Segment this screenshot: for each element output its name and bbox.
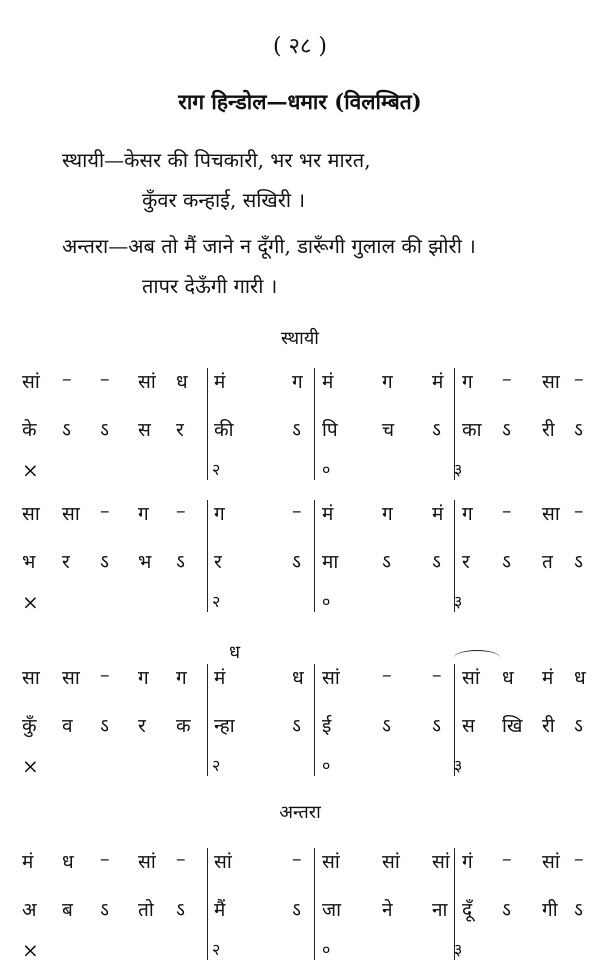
bol-syllable: ऽ [292,899,301,921]
swar-note: सां [432,851,450,873]
bol-syllable: त [542,551,553,573]
meend-arc [454,650,500,665]
vibhag-divider [314,664,315,776]
bol-syllable: ऽ [100,899,109,921]
bol-syllable: क [176,715,191,737]
bol-syllable: ऽ [574,715,583,737]
swar-note: मं [214,667,226,689]
bol-syllable: ऽ [502,419,511,441]
vibhag-divider [454,664,455,776]
swar-note: मं [542,667,554,689]
swar-note: – [432,664,442,686]
swar-note: – [100,664,110,686]
vibhag-divider [207,664,208,776]
swar-note: सा [22,667,40,689]
bol-syllable: ऽ [176,899,185,921]
swar-row [22,500,582,526]
vibhag-divider [454,500,455,612]
bol-syllable: ऽ [432,715,441,737]
taal-mark-row [22,456,582,482]
swar-note: सां [542,851,560,873]
bol-syllable: न्हा [214,715,235,737]
swar-note: – [176,848,186,870]
swar-note: ग [382,371,393,393]
bol-syllable: ऽ [574,551,583,573]
taal-mark: × [22,590,39,614]
bol-syllable: ब [62,899,73,921]
swar-note: सा [542,503,560,525]
swar-note: ग [138,503,149,525]
bol-syllable: खि [502,715,523,737]
bol-syllable: पि [322,419,338,441]
swar-note: मं [432,503,444,525]
bol-syllable: र [214,551,222,573]
swar-note: ग [462,371,473,393]
swar-note: – [100,848,110,870]
swar-note: मं [322,371,334,393]
swar-note: सां [22,371,40,393]
bol-row [22,712,582,738]
taal-mark: २ [212,940,221,959]
swar-row [22,848,582,874]
swar-note: सा [62,667,80,689]
bol-row [22,548,582,574]
swar-note: सां [214,851,232,873]
taal-mark: × [22,458,39,482]
swar-note: – [292,500,302,522]
bol-syllable: री [542,715,555,737]
bol-syllable: ऽ [62,419,71,441]
bol-syllable: री [542,419,555,441]
sthayi-lyric-line-1: स्थायी—केसर की पिचकारी, भर भर मारत, [62,148,371,172]
bol-syllable: दूँ [462,899,473,921]
swar-note: – [502,368,512,390]
bol-syllable: स [138,419,151,441]
vibhag-divider [314,368,315,480]
swar-note: – [574,848,584,870]
swar-note: ग [382,503,393,525]
section-heading-antara: अन्तरा [279,802,321,823]
bol-syllable: ऽ [292,551,301,573]
taal-mark: ३ [454,940,463,959]
swar-note: सां [322,851,340,873]
swar-note: ग [138,667,149,689]
bol-syllable: ऽ [574,419,583,441]
taal-mark: ० [322,940,331,959]
swar-note: ध [62,851,74,873]
swar-row [22,368,582,394]
taal-mark: × [22,754,39,778]
bol-syllable: की [214,419,234,441]
vibhag-divider [314,848,315,960]
swar-note: मं [432,371,444,393]
bol-syllable: ऽ [502,899,511,921]
swar-note: – [574,500,584,522]
page-number: ( २८ ) [272,34,328,59]
bol-syllable: तो [138,899,154,921]
extra-note-above: ध [229,642,241,663]
taal-mark: २ [212,460,221,479]
bol-syllable: ऽ [292,419,301,441]
vibhag-divider [207,500,208,612]
bol-syllable: जा [322,899,342,921]
swar-note: मं [322,503,334,525]
swar-note: सां [382,851,400,873]
bol-row [22,416,582,442]
antara-lyric-line-1: अन्तरा—अब तो मैं जाने न दूँगी, डारूँगी गुलाल की झोरी । [62,234,476,258]
swar-note: ग [214,503,225,525]
bol-syllable: ऽ [574,899,583,921]
bol-syllable: र [176,419,184,441]
swar-note: – [292,848,302,870]
swar-note: सा [62,503,80,525]
antara-lyric-line-2: तापर देऊँगी गारी । [142,274,278,298]
swar-note: – [100,368,110,390]
bol-syllable: ऽ [432,419,441,441]
bol-syllable: मैं [214,899,226,921]
bol-syllable: भ [138,551,152,573]
taal-mark: २ [212,756,221,775]
taal-mark-row [22,588,582,614]
bol-syllable: र [62,551,70,573]
vibhag-divider [207,848,208,960]
vibhag-divider [207,368,208,480]
taal-mark-row [22,936,582,962]
vibhag-divider [314,500,315,612]
swar-note: – [382,664,392,686]
bol-syllable: ऽ [382,715,391,737]
swar-note: ध [574,667,586,689]
bol-syllable: का [462,419,482,441]
swar-note: मं [214,371,226,393]
swar-note: – [502,848,512,870]
bol-syllable: ऽ [432,551,441,573]
swar-note: – [176,500,186,522]
bol-syllable: व [62,715,73,737]
bol-syllable: र [138,715,146,737]
bol-syllable: मा [322,551,339,573]
swar-note: ग [176,667,187,689]
swar-note: गं [462,851,473,873]
swar-note: मं [22,851,34,873]
swar-note: ध [292,667,304,689]
sthayi-lyric-line-2: कुँवर कन्हाई, सखिरी । [142,188,306,212]
swar-note: – [502,500,512,522]
taal-mark: ० [322,592,331,611]
bol-syllable: ऽ [100,551,109,573]
swar-note: सा [542,371,560,393]
swar-note: – [62,368,72,390]
taal-mark: ३ [454,756,463,775]
bol-syllable: भ [22,551,36,573]
bol-syllable: ना [432,899,448,921]
vibhag-divider [454,368,455,480]
bol-row [22,896,582,922]
swar-note: ध [502,667,514,689]
bol-syllable: ऽ [100,715,109,737]
bol-syllable: ई [322,715,332,737]
bol-syllable: ऽ [292,715,301,737]
swar-row [22,664,586,690]
bol-syllable: के [22,419,37,441]
swar-note: – [574,368,584,390]
bol-syllable: च [382,419,395,441]
swar-note: सां [462,667,480,689]
bol-syllable: ऽ [382,551,391,573]
swar-note: ग [292,371,303,393]
bol-syllable: ऽ [502,551,511,573]
bol-syllable: ऽ [100,419,109,441]
bol-syllable: स [462,715,475,737]
vibhag-divider [454,848,455,960]
swar-note: सां [322,667,340,689]
taal-mark: × [22,938,39,962]
bol-syllable: र [462,551,470,573]
swar-note: ध [176,371,188,393]
taal-mark: ० [322,460,331,479]
bol-syllable: कुँ [22,715,37,737]
bol-syllable: ऽ [176,551,185,573]
raga-title: राग हिन्डोल—धमार (विलम्बित) [178,89,422,114]
bol-syllable: गी [542,899,558,921]
taal-mark-row [22,752,582,778]
swar-note: सा [22,503,40,525]
taal-mark: ३ [454,460,463,479]
taal-mark: ३ [454,592,463,611]
taal-mark: ० [322,756,331,775]
bol-syllable: ने [382,899,393,921]
swar-note: ग [462,503,473,525]
bol-syllable: अ [22,899,37,921]
swar-note: सां [138,851,156,873]
swar-note: सां [138,371,156,393]
taal-mark: २ [212,592,221,611]
section-heading-sthayi: स्थायी [281,328,319,349]
swar-note: – [100,500,110,522]
